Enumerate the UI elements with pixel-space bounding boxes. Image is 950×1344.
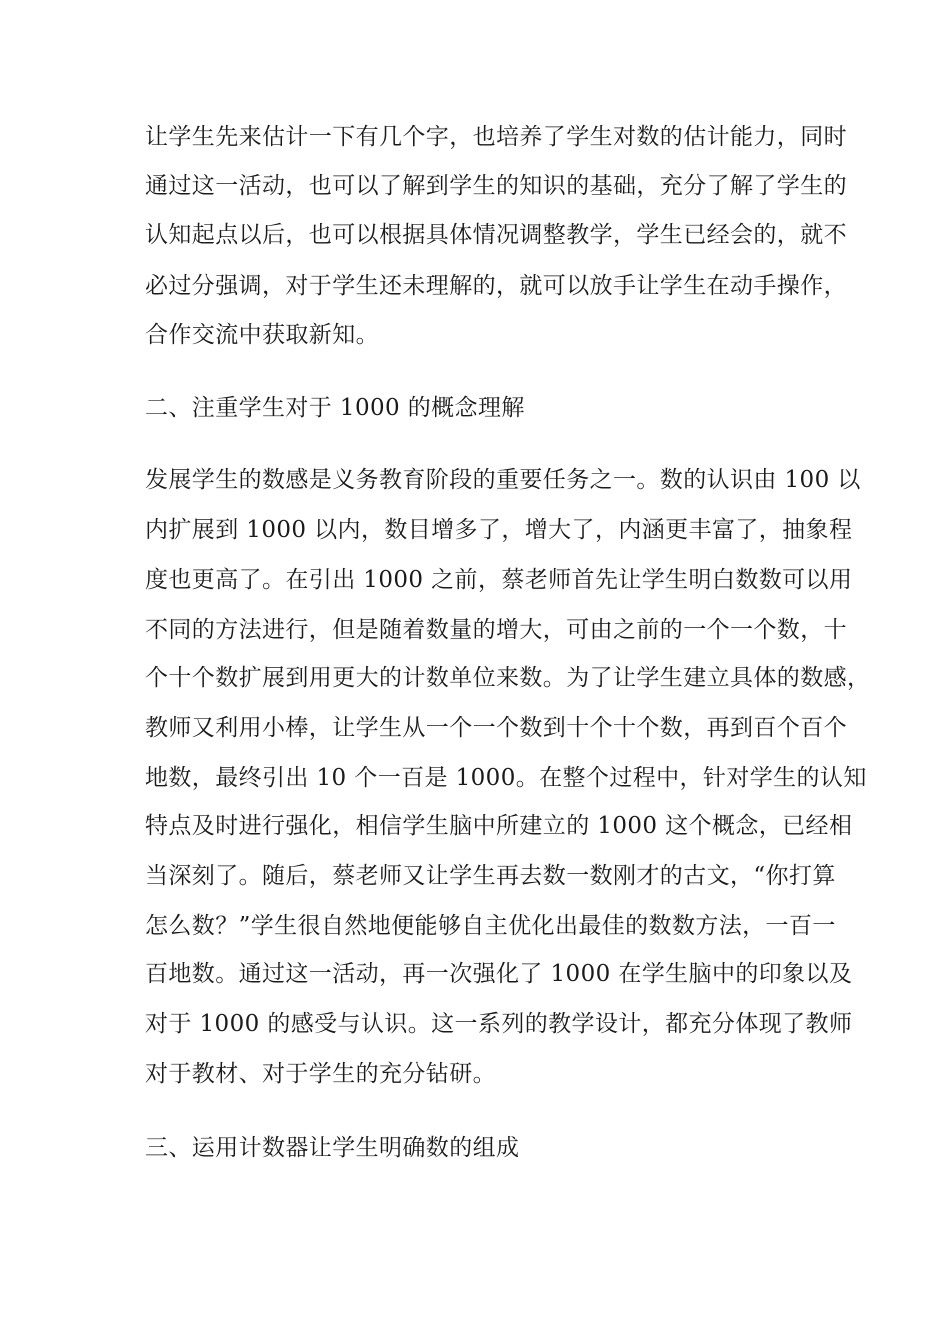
paragraph-2-line-8: 特点及时进行强化，相信学生脑中所建立的 1000 这个概念，已经相 <box>145 813 853 839</box>
paragraph-2-line-5: 个十个数扩展到用更大的计数单位来数。为了让学生建立具体的数感， <box>145 665 871 691</box>
paragraph-2-line-6: 教师又利用小棒，让学生从一个一个数到十个十个数，再到百个百个 <box>145 715 847 741</box>
paragraph-1-line-3: 认知起点以后，也可以根据具体情况调整教学，学生已经会的，就不 <box>145 222 847 248</box>
section-heading-3: 三、运用计数器让学生明确数的组成 <box>145 1135 520 1161</box>
paragraph-2-line-7: 地数，最终引出 10 个一百是 1000。在整个过程中，针对学生的认知 <box>145 765 867 791</box>
paragraph-1-line-5: 合作交流中获取新知。 <box>145 322 379 348</box>
paragraph-2-line-11: 百地数。通过这一活动，再一次强化了 1000 在学生脑中的印象以及 <box>145 961 853 987</box>
paragraph-2-line-10: 怎么数？”学生很自然地便能够自主优化出最佳的数数方法，一百一 <box>145 913 836 939</box>
paragraph-1-line-2: 通过这一活动，也可以了解到学生的知识的基础，充分了解了学生的 <box>145 173 847 199</box>
paragraph-2-line-4: 不同的方法进行，但是随着数量的增大，可由之前的一个一个数，十 <box>145 617 847 643</box>
paragraph-2-line-12: 对于 1000 的感受与认识。这一系列的教学设计，都充分体现了教师 <box>145 1011 853 1037</box>
paragraph-2-line-2: 内扩展到 1000 以内，数目增多了，增大了，内涵更丰富了，抽象程 <box>145 517 853 543</box>
paragraph-1-line-4: 必过分强调，对于学生还未理解的，就可以放手让学生在动手操作， <box>145 273 847 299</box>
paragraph-1-line-1: 让学生先来估计一下有几个字，也培养了学生对数的估计能力，同时 <box>145 124 847 150</box>
paragraph-2-line-13: 对于教材、对于学生的充分钻研。 <box>145 1061 496 1087</box>
paragraph-2-line-1: 发展学生的数感是义务教育阶段的重要任务之一。数的认识由 100 以 <box>145 467 861 493</box>
section-heading-2: 二、注重学生对于 1000 的概念理解 <box>145 395 525 421</box>
paragraph-2-line-3: 度也更高了。在引出 1000 之前，蔡老师首先让学生明白数数可以用 <box>145 567 853 593</box>
paragraph-2-line-9: 当深刻了。随后，蔡老师又让学生再去数一数刚才的古文，“你打算 <box>145 863 836 889</box>
